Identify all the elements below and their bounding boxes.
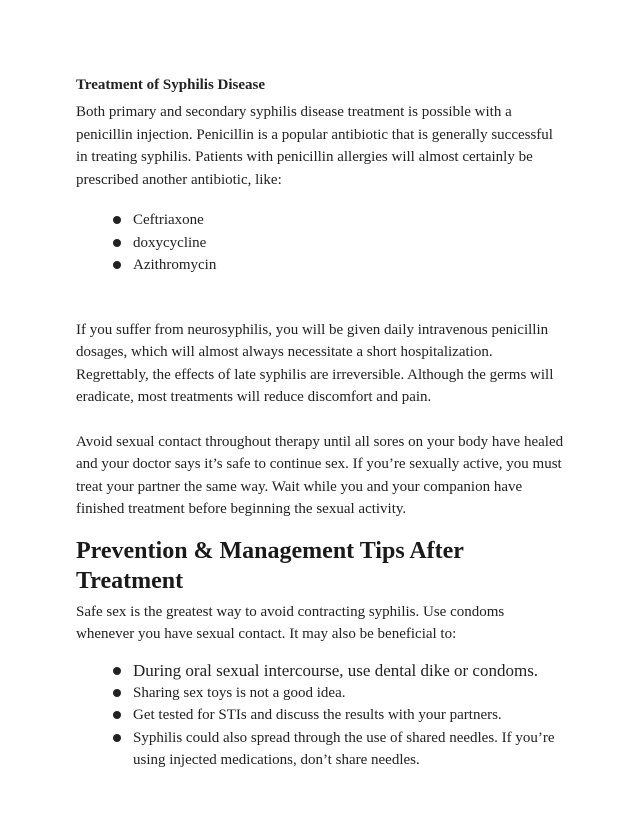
prevention-heading: Prevention & Management Tips After Treatment bbox=[76, 537, 464, 594]
list-item bbox=[76, 659, 566, 682]
bullet-icon bbox=[113, 689, 121, 697]
list-item-text: Syphilis could also spread through the use of shared needles. If you’re using injected medications, don’t share needles. bbox=[133, 729, 555, 768]
list-item bbox=[76, 209, 566, 232]
list-item-text: doxycycline bbox=[133, 234, 207, 251]
list-item-text: Get tested for STIs and discuss the results with your partners. bbox=[133, 707, 502, 723]
list-item bbox=[76, 704, 566, 727]
list-item-text: Ceftriaxone bbox=[133, 212, 204, 228]
list-item-text: During oral sexual intercourse, use dental dike or condoms. bbox=[133, 660, 539, 680]
list-item bbox=[76, 727, 566, 772]
treatment-intro-paragraph: Both primary and secondary syphilis disease treatment is possible with a penicillin injection. Penicillin is a popular antibiotic that is generally successful in treating syphilis. Patients with penicillin allergies will almost certainly be prescribed another antibiotic, like: bbox=[76, 104, 553, 188]
list-item-text: Sharing sex toys is not a good idea. bbox=[133, 684, 346, 701]
prevention-intro-paragraph: Safe sex is the greatest way to avoid contracting syphilis. Use condoms whenever you have sexual contact. It may also be beneficial to: bbox=[76, 603, 505, 642]
bullet-icon bbox=[113, 711, 121, 719]
prevention-tips-list bbox=[76, 659, 566, 772]
bullet-icon bbox=[113, 734, 121, 742]
bullet-icon bbox=[113, 667, 121, 675]
neurosyphilis-paragraph: If you suffer from neurosyphilis, you will be given daily intravenous penicillin dosages, which will almost always necessitate a short hospitalization. Regrettably, the effects of late syphilis are irreversible. Although the germs will eradicate, most treatments will reduce discomfort and pain. bbox=[76, 321, 554, 405]
avoid-contact-paragraph: Avoid sexual contact throughout therapy until all sores on your body have healed and your doctor says it’s safe to continue sex. If you’re sexually active, you must treat your partner the same way. Wait while you and your companion have finished treatment before beginning the sexual activity. bbox=[76, 433, 564, 517]
list-item bbox=[76, 682, 566, 705]
list-item bbox=[76, 254, 566, 277]
bullet-icon bbox=[113, 216, 121, 224]
treatment-section-title: Treatment of Syphilis Disease bbox=[76, 77, 266, 93]
list-item bbox=[76, 232, 566, 255]
list-item-text: Azithromycin bbox=[133, 257, 217, 273]
bullet-icon bbox=[113, 239, 121, 247]
document-page bbox=[76, 75, 566, 772]
antibiotics-list bbox=[76, 209, 566, 277]
bullet-icon bbox=[113, 261, 121, 269]
